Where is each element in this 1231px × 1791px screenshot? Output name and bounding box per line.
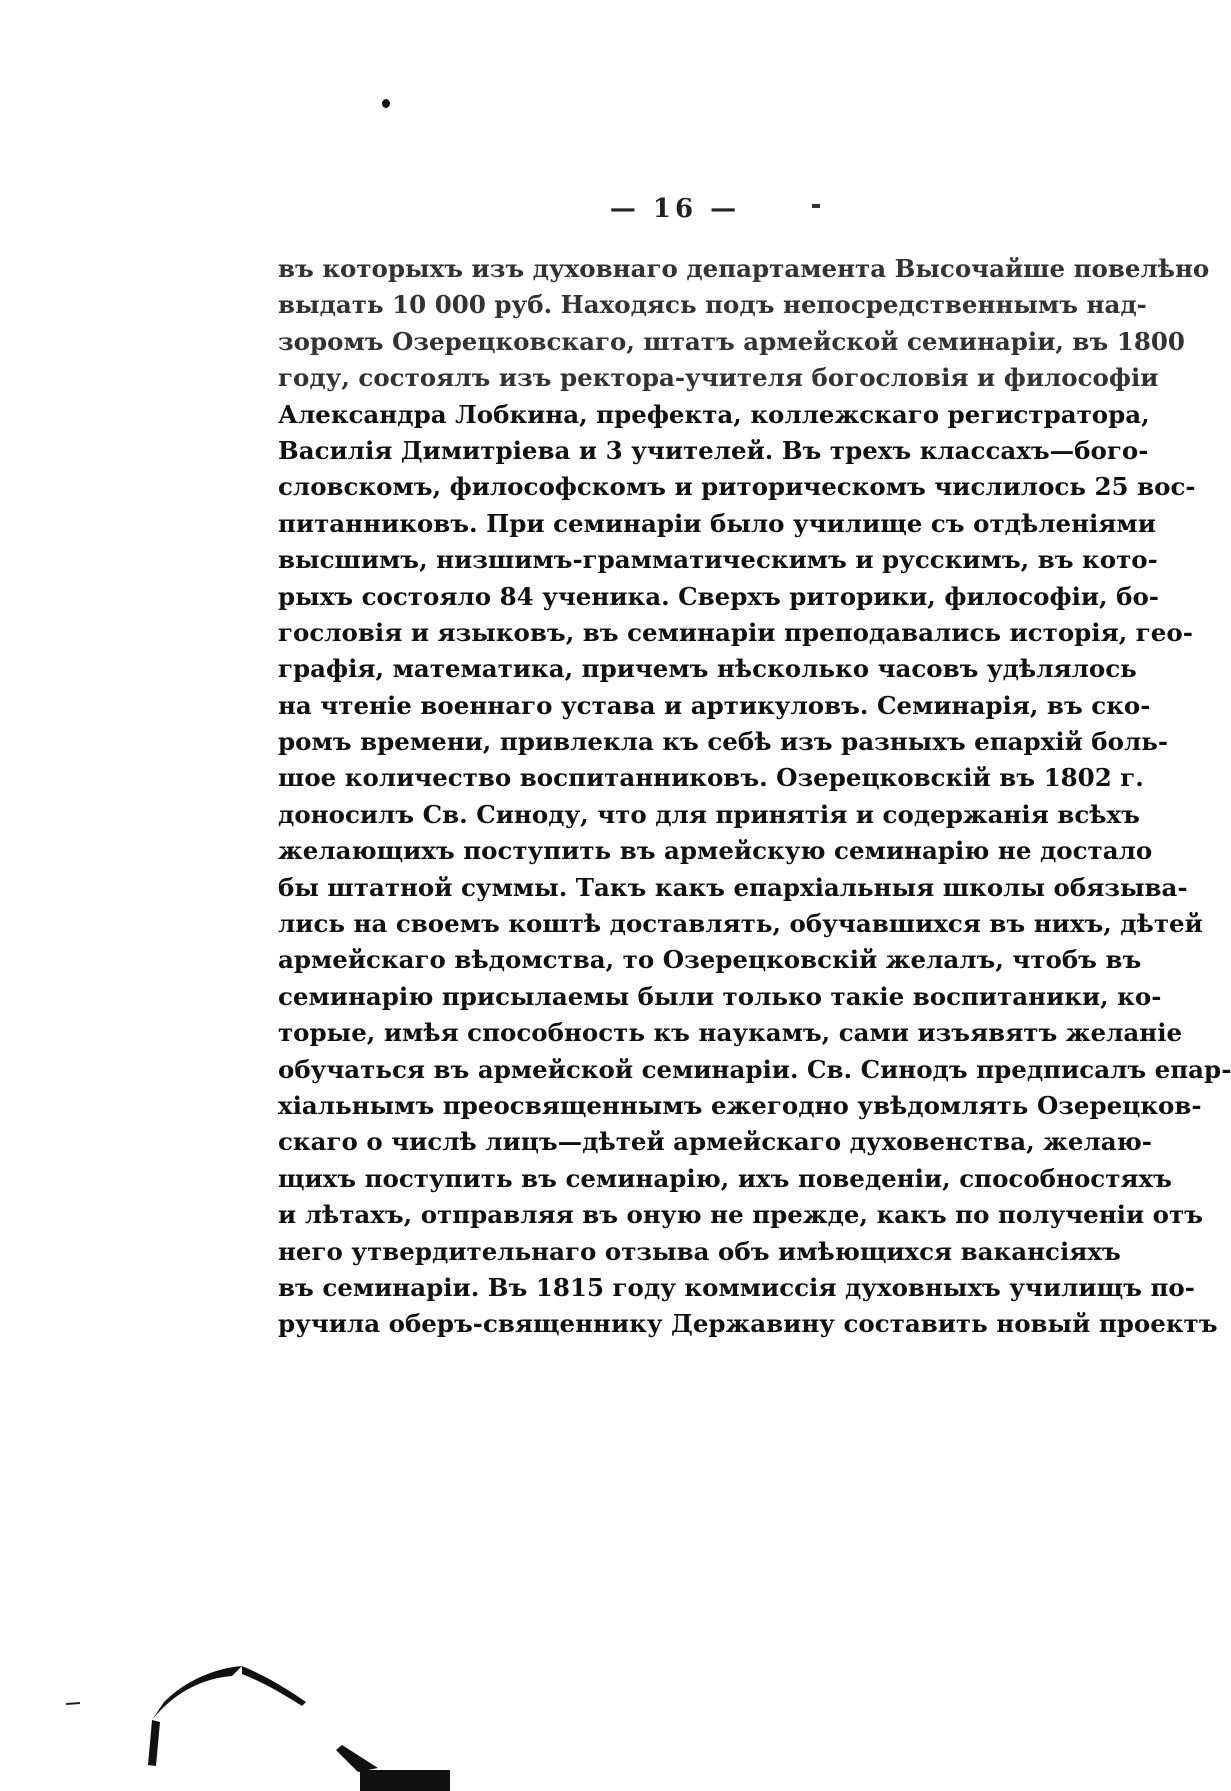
text-line: въ которыхъ изъ духовнаго департамента Высочайше повелѣно xyxy=(278,254,1210,283)
text-line: году, состоялъ изъ ректора-учителя богословія и философіи xyxy=(278,363,1159,393)
text-line: Александра Лобкина, префекта, коллежскаго регистратора, xyxy=(278,399,1150,429)
text-line: семинарію присылаемы были только такіе воспитаники, ко- xyxy=(278,981,1162,1011)
text-line: щихъ поступить въ семинарію, ихъ поведеніи, способностяхъ xyxy=(278,1163,1172,1193)
text-line: зоромъ Озерецковскаго, штатъ армейской семинаріи, въ 1800 xyxy=(278,326,1185,356)
text-line: на чтеніе военнаго устава и артикуловъ. Семинарія, въ ско- xyxy=(278,690,1151,720)
text-line: Василія Димитріева и 3 учителей. Въ трехъ классахъ—бого- xyxy=(278,435,1149,465)
text-line: него утвердительнаго отзыва объ имѣющихся вакансіяхъ xyxy=(278,1236,1121,1266)
ink-speck xyxy=(812,204,820,208)
text-line: лись на своемъ коштѣ доставлять, обучавшихся въ нихъ, дѣтей xyxy=(278,909,1203,939)
text-line: обучаться въ армейской семинаріи. Св. Синодъ предписалъ епар- xyxy=(278,1054,1231,1084)
text-line: рыхъ состояло 84 ученика. Сверхъ риторики, философіи, бо- xyxy=(278,581,1159,611)
text-line: питанниковъ. При семинаріи было училище съ отдѣленіями xyxy=(278,508,1156,538)
ink-dot xyxy=(382,99,390,108)
bottom-ink-bar xyxy=(360,1770,450,1791)
text-line: гословія и языковъ, въ семинаріи преподавались исторія, гео- xyxy=(278,617,1193,647)
text-line: хіальнымъ преосвященнымъ ежегодно увѣдомлять Озерецков- xyxy=(278,1090,1202,1120)
text-line: словскомъ, философскомъ и риторическомъ числилось 25 вос- xyxy=(278,472,1196,502)
text-line: желающихъ поступить въ армейскую семинарію не достало xyxy=(278,836,1153,866)
body-text xyxy=(278,251,1231,1343)
text-line: доносилъ Св. Синоду, что для принятія и содержанія всѣхъ xyxy=(278,799,1140,829)
page-number: — 16 — xyxy=(609,194,741,224)
text-line: ручила оберъ-священнику Державину составить новый проектъ xyxy=(278,1309,1218,1339)
thumb-shadow-mark xyxy=(66,1650,396,1780)
text-line: бы штатной суммы. Такъ какъ епархіальныя школы обязыва- xyxy=(278,872,1188,902)
text-line: ромъ времени, привлекла къ себѣ изъ разныхъ епархій боль- xyxy=(278,727,1169,757)
text-line: высшимъ, низшимъ-грамматическимъ и русскимъ, въ кото- xyxy=(278,545,1158,575)
text-line: графія, математика, причемъ нѣсколько часовъ удѣлялось xyxy=(278,654,1137,684)
text-line: въ семинаріи. Въ 1815 году коммиссія духовныхъ училищъ по- xyxy=(278,1272,1195,1302)
text-line: торые, имѣя способность къ наукамъ, сами изъявятъ желаніе xyxy=(278,1018,1183,1048)
text-line: и лѣтахъ, отправляя въ оную не прежде, какъ по полученіи отъ xyxy=(278,1200,1203,1230)
text-line: шое количество воспитанниковъ. Озерецковскій въ 1802 г. xyxy=(278,763,1144,793)
text-line: выдать 10 000 руб. Находясь подъ непосредственнымъ над- xyxy=(278,290,1147,320)
text-line: армейскаго вѣдомства, то Озерецковскій желалъ, чтобъ въ xyxy=(278,945,1142,975)
text-line: скаго о числѣ лицъ—дѣтей армейскаго духовенства, желаю- xyxy=(278,1127,1152,1157)
